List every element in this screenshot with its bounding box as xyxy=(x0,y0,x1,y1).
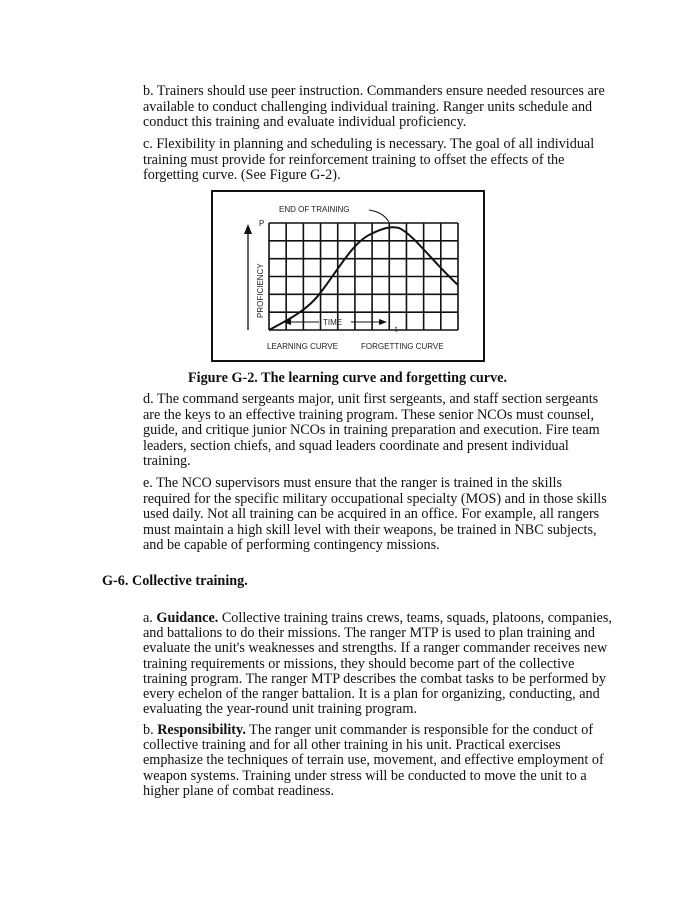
text-line: are the keys to an effective training program. These senior NCOs must counsel, xyxy=(143,406,594,423)
time-label: TIME xyxy=(323,318,343,327)
end-of-training-label: END OF TRAINING xyxy=(279,205,350,214)
text-line: higher plane of combat readiness. xyxy=(143,782,335,799)
curve-line xyxy=(269,227,458,330)
text-line: training program. The ranger MTP describes the combat tasks to be performed by xyxy=(143,670,606,687)
paragraph-d xyxy=(143,392,623,470)
text-line: collective training and for all other training in his unit. Practical exercises xyxy=(143,737,561,754)
text-line: available to conduct challenging individual training. Ranger units schedule and xyxy=(143,98,593,115)
paragraph-e xyxy=(143,476,623,554)
figure-learning-forgetting-curve xyxy=(211,190,485,362)
text-line: evaluating the year-round unit training program. xyxy=(143,701,417,718)
learning-curve-label: LEARNING CURVE xyxy=(267,342,338,351)
forgetting-curve-label: FORGETTING CURVE xyxy=(361,342,444,351)
text-line: and be capable of performing contingency missions. xyxy=(143,537,440,554)
text-line: training. xyxy=(143,453,191,470)
section-heading: G-6. Collective training. xyxy=(102,573,248,589)
y-axis-label: PROFICIENCY xyxy=(256,263,265,318)
item-prefix: a. xyxy=(143,610,157,626)
arrow-up-icon xyxy=(244,224,252,234)
text-line: Collective training trains crews, teams, squads, platoons, companies, xyxy=(218,610,612,626)
text-line: guide, and critique junior NCOs in training preparation and execution. Fire team xyxy=(143,422,600,439)
text-line: used daily. Not all training can be acquired in an office. For example, all rangers xyxy=(143,506,600,523)
p-mark: P xyxy=(259,219,265,228)
text-line: d. The command sergeants major, unit first sergeants, and staff section sergeants xyxy=(143,391,599,407)
figure-caption: Figure G-2. The learning curve and forgetting curve. xyxy=(187,370,508,386)
arrow-right-icon xyxy=(379,319,387,325)
text-line: emphasize the techniques of terrain use, movement, and effective employment of xyxy=(143,752,604,769)
text-line: training requirements or missions, they should become part of the collective xyxy=(143,655,575,672)
text-line: e. The NCO supervisors must ensure that the ranger is trained in the skills xyxy=(143,475,562,491)
text-line: training must provide for reinforcement training to offset the effects of the xyxy=(143,151,565,168)
text-line: must maintain a high skill level with their weapons, be trained in NBC subjects, xyxy=(143,521,597,538)
text-line: The ranger unit commander is responsible for the conduct of xyxy=(245,722,594,738)
text-line: conduct this training and evaluate individual proficiency. xyxy=(143,114,467,131)
t-mark: t xyxy=(395,325,398,334)
text-line: c. Flexibility in planning and scheduling is necessary. The goal of all individual xyxy=(143,136,595,152)
item-prefix: b. xyxy=(143,722,158,738)
text-line: every echelon of the ranger battalion. It is a plan for organizing, conducting, and xyxy=(143,686,600,703)
run-in-heading: Responsibility. xyxy=(157,722,246,738)
run-in-heading: Guidance. xyxy=(156,610,219,626)
text-line: evaluate the unit's weaknesses and strengths. If a ranger commander receives new xyxy=(143,640,608,657)
end-pointer-arrow xyxy=(369,210,389,222)
text-line: forgetting curve. (See Figure G-2). xyxy=(143,167,341,184)
paragraph-responsibility xyxy=(143,723,623,799)
paragraph-c xyxy=(143,137,623,184)
text-line: and battalions to do their missions. The ranger MTP is used to plan training and xyxy=(143,625,595,642)
paragraph-b xyxy=(143,84,623,131)
curve-diagram xyxy=(213,192,483,360)
text-line: weapon systems. Training under stress will be conducted to move the unit to a xyxy=(143,767,587,784)
text-line: required for the specific military occupational specialty (MOS) and in those skills xyxy=(143,490,607,507)
text-line: b. Trainers should use peer instruction. Commanders ensure needed resources are xyxy=(143,83,605,99)
text-line: leaders, section chiefs, and squad leaders coordinate and present individual xyxy=(143,437,569,454)
paragraph-guidance xyxy=(143,611,623,717)
